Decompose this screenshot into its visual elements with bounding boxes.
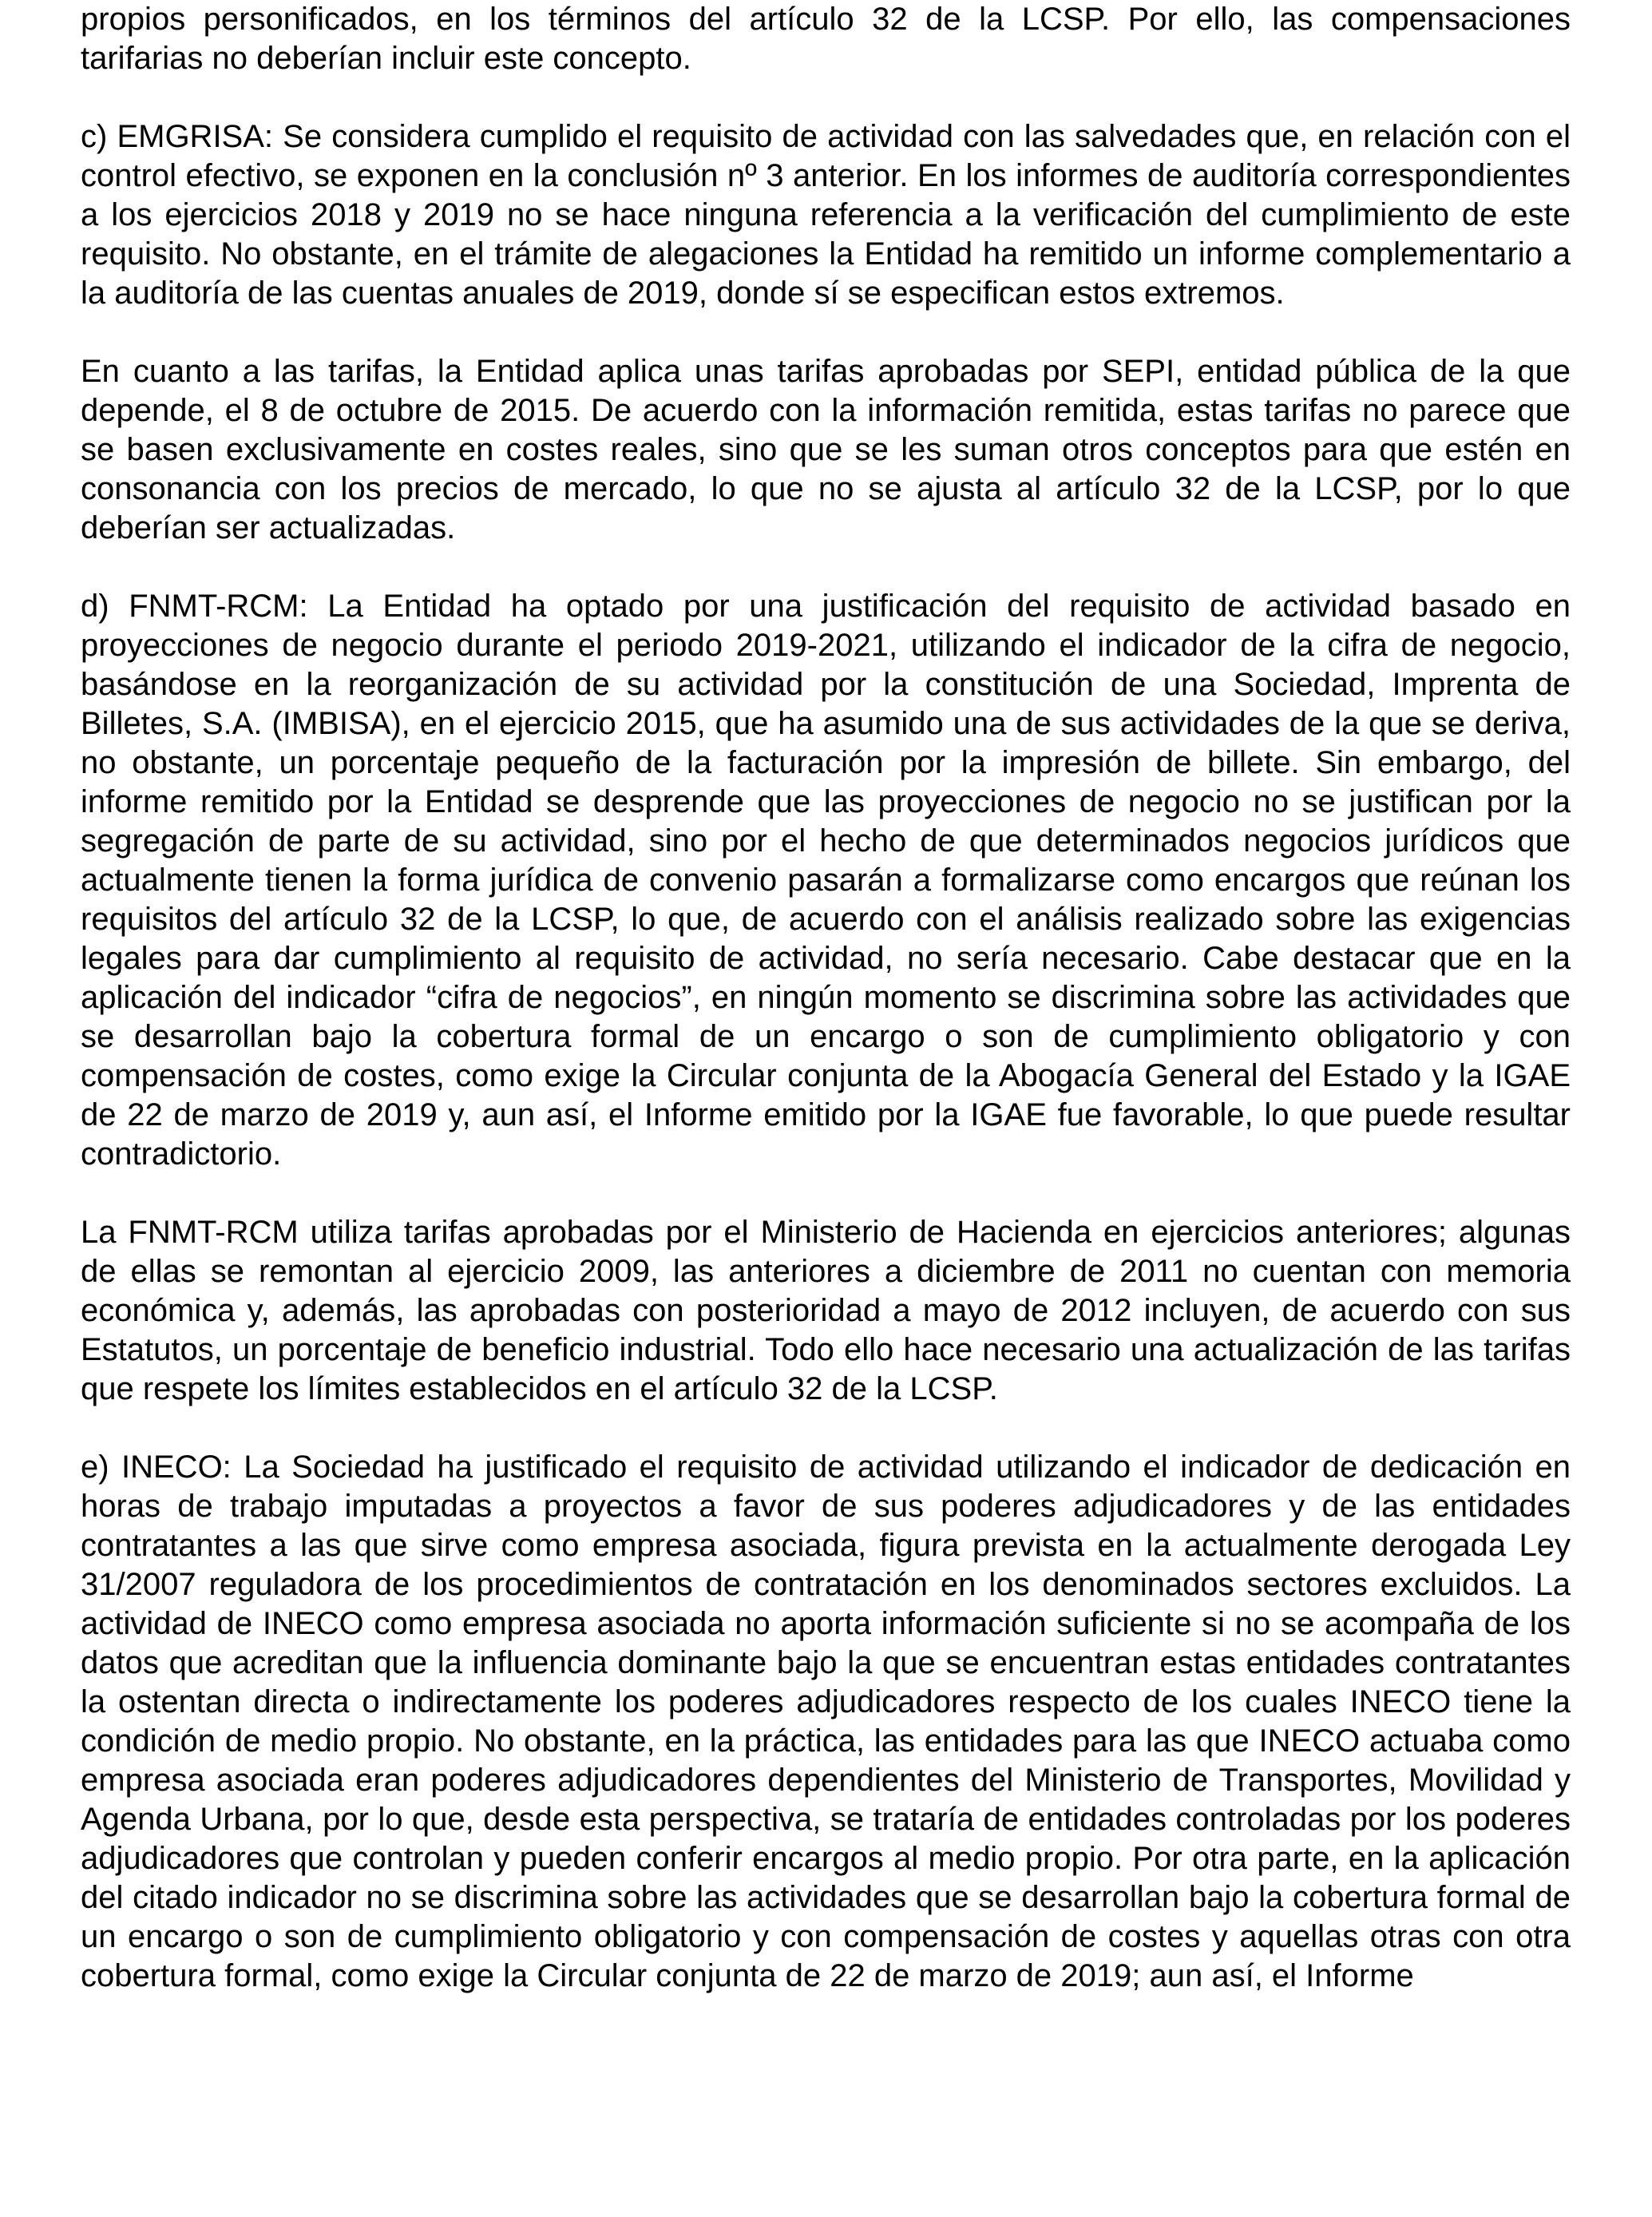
paragraph-emgrisa-tarifas: En cuanto a las tarifas, la Entidad aplica unas tarifas aprobadas por SEPI, entidad pública de la que depende, el 8 de octubre de 2015. De acuerdo con la información remitida, estas tarifas no parece que se basen exclusivamente en costes reales, sino que se les suman otros conceptos para que estén en consonancia con los precios de mercado, lo que no se ajusta al artículo 32 de la LCSP, por lo que deberían ser actualizadas. [81, 354, 1571, 545]
paragraph-fnmt-rcm-tarifas: La FNMT-RCM utiliza tarifas aprobadas por el Ministerio de Hacienda en ejercicios anteriores; algunas de ellas se remontan al ejercicio 2009, las anteriores a diciembre de 2011 no cuentan con memoria económica y, además, las aprobadas con posterioridad a mayo de 2012 incluyen, de acuerdo con sus Estatutos, un porcentaje de beneficio industrial. Todo ello hace necesario una actualización de las tarifas que respete los límites establecidos en el artículo 32 de la LCSP. [81, 1215, 1571, 1406]
paragraph-ineco: e) INECO: La Sociedad ha justificado el requisito de actividad utilizando el indicador de dedicación en horas de trabajo imputadas a proyectos a favor de sus poderes adjudicadores y de las entidades contratantes a las que sirve como empresa asociada, figura prevista en la actualmente derogada Ley 31/2007 reguladora de los procedimientos de contratación en los denominados sectores excluidos. La actividad de INECO como empresa asociada no aporta información suficiente si no se acompaña de los datos que acreditan que la influencia dominante bajo la que se encuentran estas entidades contratantes la ostentan directa o indirectamente los poderes adjudicadores respecto de los cuales INECO tiene la condición de medio propio. No obstante, en la práctica, las entidades para las que INECO actuaba como empresa asociada eran poderes adjudicadores dependientes del Ministerio de Transportes, Movilidad y Agenda Urbana, por lo que, desde esta perspectiva, se trataría de entidades controladas por los poderes adjudicadores que controlan y pueden conferir encargos al medio propio. Por otra parte, en la aplicación del citado indicador no se discrimina sobre las actividades que se desarrollan bajo la cobertura formal de un encargo o son de cumplimiento obligatorio y con compensación de costes y aquellas otras con otra cobertura formal, como exige la Circular conjunta de 22 de marzo de 2019; aun así, el Informe [81, 1450, 1571, 1993]
document-page [81, 0, 1571, 2035]
paragraph-emgrisa: c) EMGRISA: Se considera cumplido el requisito de actividad con las salvedades que, en relación con el control efectivo, se exponen en la conclusión nº 3 anterior. En los informes de auditoría correspondientes a los ejercicios 2018 y 2019 no se hace ninguna referencia a la verificación del cumplimiento de este requisito. No obstante, en el trámite de alegaciones la Entidad ha remitido un informe complementario a la auditoría de las cuentas anuales de 2019, donde sí se especifican estos extremos. [81, 119, 1571, 311]
paragraph-fnmt-rcm: d) FNMT-RCM: La Entidad ha optado por una justificación del requisito de actividad basado en proyecciones de negocio durante el periodo 2019-2021, utilizando el indicador de la cifra de negocio, basándose en la reorganización de su actividad por la constitución de una Sociedad, Imprenta de Billetes, S.A. (IMBISA), en el ejercicio 2015, que ha asumido una de sus actividades de la que se deriva, no obstante, un porcentaje pequeño de la facturación por la impresión de billete. Sin embargo, del informe remitido por la Entidad se desprende que las proyecciones de negocio no se justifican por la segregación de parte de su actividad, sino por el hecho de que determinados negocios jurídicos que actualmente tienen la forma jurídica de convenio pasarán a formalizarse como encargos que reúnan los requisitos del artículo 32 de la LCSP, lo que, de acuerdo con el análisis realizado sobre las exigencias legales para dar cumplimiento al requisito de actividad, no sería necesario. Cabe destacar que en la aplicación del indicador “cifra de negocios”, en ningún momento se discrimina sobre las actividades que se desarrollan bajo la cobertura formal de un encargo o son de cumplimiento obligatorio y con compensación de costes, como exige la Circular conjunta de la Abogacía General del Estado y la IGAE de 22 de marzo de 2019 y, aun así, el Informe emitido por la IGAE fue favorable, lo que puede resultar contradictorio. [81, 589, 1571, 1172]
paragraph-intro-continuation: propios personificados, en los términos del artículo 32 de la LCSP. Por ello, las compensaciones tarifarias no deberían incluir este concepto. [81, 2, 1571, 76]
